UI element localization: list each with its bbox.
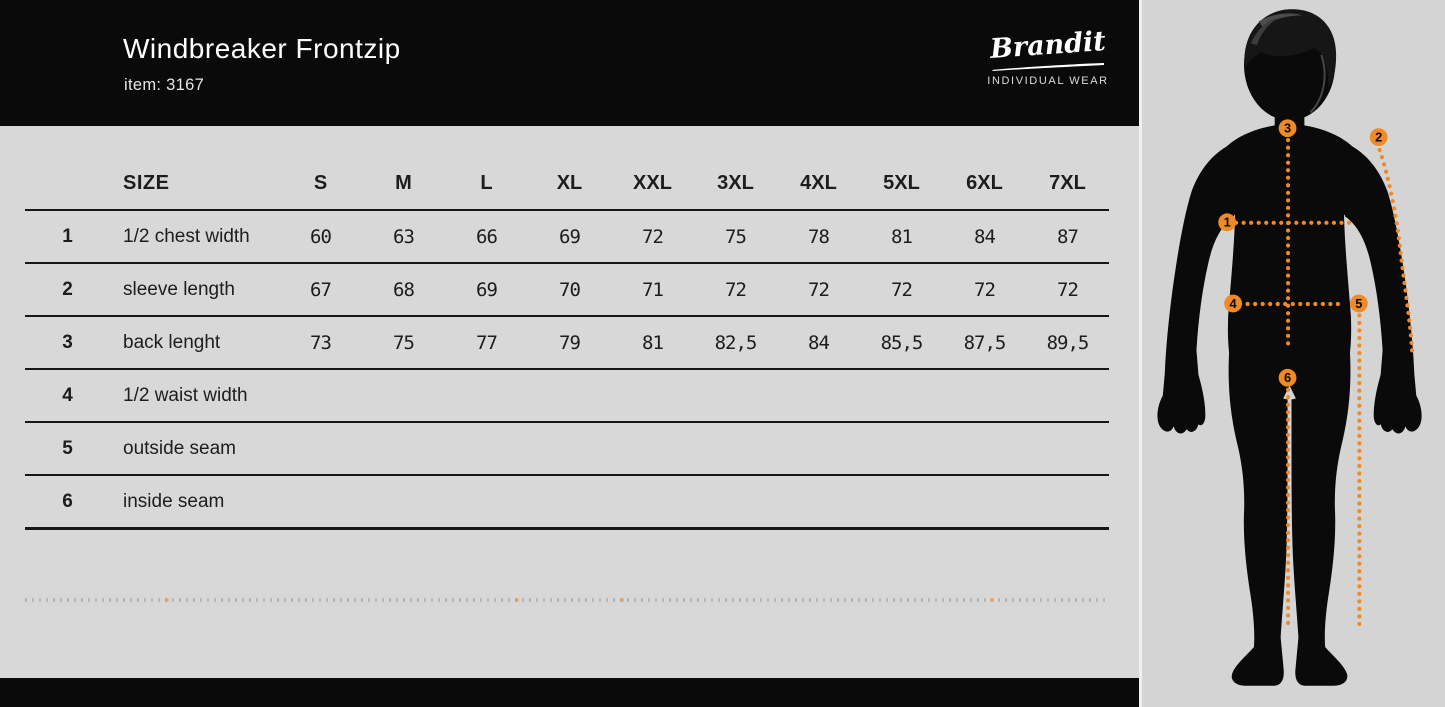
measurement-figure-panel bbox=[1139, 0, 1445, 707]
row-label: 1/2 waist width bbox=[123, 384, 248, 406]
row-number: 5 bbox=[62, 437, 73, 459]
cell-value: 81 bbox=[891, 225, 912, 248]
cell-value: 85,5 bbox=[880, 331, 923, 354]
brand-tagline: INDIVIDUAL WEAR bbox=[987, 75, 1109, 87]
table-row-inside-seam bbox=[25, 474, 1109, 527]
product-title: Windbreaker Frontzip bbox=[123, 33, 401, 64]
chest-width-marker bbox=[1218, 213, 1236, 231]
cell-value: 60 bbox=[310, 225, 331, 248]
inside-seam-marker bbox=[1279, 369, 1297, 387]
right-arm bbox=[1343, 145, 1422, 433]
cell-value: 70 bbox=[559, 278, 580, 301]
size-header-l: L bbox=[480, 171, 493, 194]
row-number: 2 bbox=[62, 278, 73, 300]
waist-width-marker bbox=[1224, 295, 1242, 313]
sleeve-length-marker bbox=[1370, 128, 1388, 146]
ghost-orange-dot bbox=[165, 598, 169, 602]
cell-value: 87 bbox=[1057, 225, 1078, 248]
row-label: outside seam bbox=[123, 437, 237, 459]
outside-seam-marker bbox=[1350, 295, 1368, 313]
cell-value: 71 bbox=[642, 278, 663, 301]
table-row-outside-seam bbox=[25, 421, 1109, 474]
size-header-s: S bbox=[313, 171, 328, 194]
cell-value: 75 bbox=[725, 225, 746, 248]
row-number: 6 bbox=[62, 490, 73, 512]
size-header-6xl: 6XL bbox=[966, 171, 1003, 194]
row-number: 3 bbox=[62, 331, 73, 353]
brand-name: Brandit bbox=[989, 25, 1107, 66]
cell-value: 63 bbox=[393, 225, 414, 248]
size-header-3xl: 3XL bbox=[717, 171, 754, 194]
cell-value: 66 bbox=[476, 225, 497, 248]
cell-value: 84 bbox=[808, 331, 829, 354]
cell-value: 79 bbox=[559, 331, 580, 354]
cell-value: 81 bbox=[642, 331, 663, 354]
ghost-orange-dot bbox=[515, 598, 519, 602]
table-row-back-length bbox=[25, 315, 1109, 368]
svg-text:2: 2 bbox=[1375, 129, 1383, 145]
row-number: 4 bbox=[62, 384, 73, 406]
header-bar bbox=[0, 0, 1139, 126]
cell-value: 78 bbox=[808, 225, 829, 248]
row-label: inside seam bbox=[123, 490, 225, 512]
svg-text:3: 3 bbox=[1283, 120, 1292, 136]
ghost-footnote-line bbox=[25, 598, 1110, 602]
cell-value: 72 bbox=[1057, 278, 1078, 301]
cell-value: 89,5 bbox=[1046, 331, 1089, 354]
size-table-header-row bbox=[25, 157, 1109, 209]
svg-text:1: 1 bbox=[1223, 214, 1231, 230]
cell-value: 69 bbox=[559, 225, 580, 248]
size-header-m: M bbox=[395, 171, 412, 194]
size-header-5xl: 5XL bbox=[883, 171, 920, 194]
svg-text:6: 6 bbox=[1283, 370, 1292, 386]
body-silhouette-diagram bbox=[1142, 0, 1445, 707]
cell-value: 84 bbox=[974, 225, 995, 248]
size-column-title: SIZE bbox=[123, 171, 170, 194]
cell-value: 87,5 bbox=[963, 331, 1006, 354]
cell-value: 73 bbox=[310, 331, 331, 354]
item-number: item: 3167 bbox=[124, 76, 205, 94]
size-table bbox=[25, 157, 1109, 530]
cell-value: 72 bbox=[808, 278, 829, 301]
back-length-marker bbox=[1279, 119, 1297, 137]
cell-value: 69 bbox=[476, 278, 497, 301]
left-leg bbox=[1229, 352, 1288, 686]
table-row-sleeve-length bbox=[25, 262, 1109, 315]
size-header-4xl: 4XL bbox=[800, 171, 837, 194]
cell-value: 72 bbox=[725, 278, 746, 301]
table-row-chest-width bbox=[25, 209, 1109, 262]
row-label: sleeve length bbox=[123, 278, 235, 300]
cell-value: 67 bbox=[310, 278, 331, 301]
size-header-xl: XL bbox=[556, 171, 583, 194]
right-leg bbox=[1292, 352, 1351, 686]
row-number: 1 bbox=[62, 225, 73, 247]
cell-value: 68 bbox=[393, 278, 414, 301]
table-row-waist-width bbox=[25, 368, 1109, 421]
row-label: 1/2 chest width bbox=[123, 225, 250, 247]
cell-value: 72 bbox=[891, 278, 912, 301]
size-header-7xl: 7XL bbox=[1049, 171, 1086, 194]
cell-value: 75 bbox=[393, 331, 414, 354]
cell-value: 72 bbox=[974, 278, 995, 301]
row-label: back lenght bbox=[123, 331, 221, 353]
size-header-xxl: XXL bbox=[633, 171, 672, 194]
cell-value: 72 bbox=[642, 225, 663, 248]
footer-bar bbox=[0, 678, 1139, 707]
left-arm bbox=[1157, 145, 1236, 433]
svg-text:4: 4 bbox=[1229, 295, 1237, 311]
ghost-orange-dot bbox=[990, 598, 994, 602]
svg-text:5: 5 bbox=[1355, 295, 1363, 311]
brand-logo bbox=[983, 25, 1113, 87]
cell-value: 77 bbox=[476, 331, 497, 354]
ghost-orange-dot bbox=[620, 598, 624, 602]
cell-value: 82,5 bbox=[714, 331, 757, 354]
